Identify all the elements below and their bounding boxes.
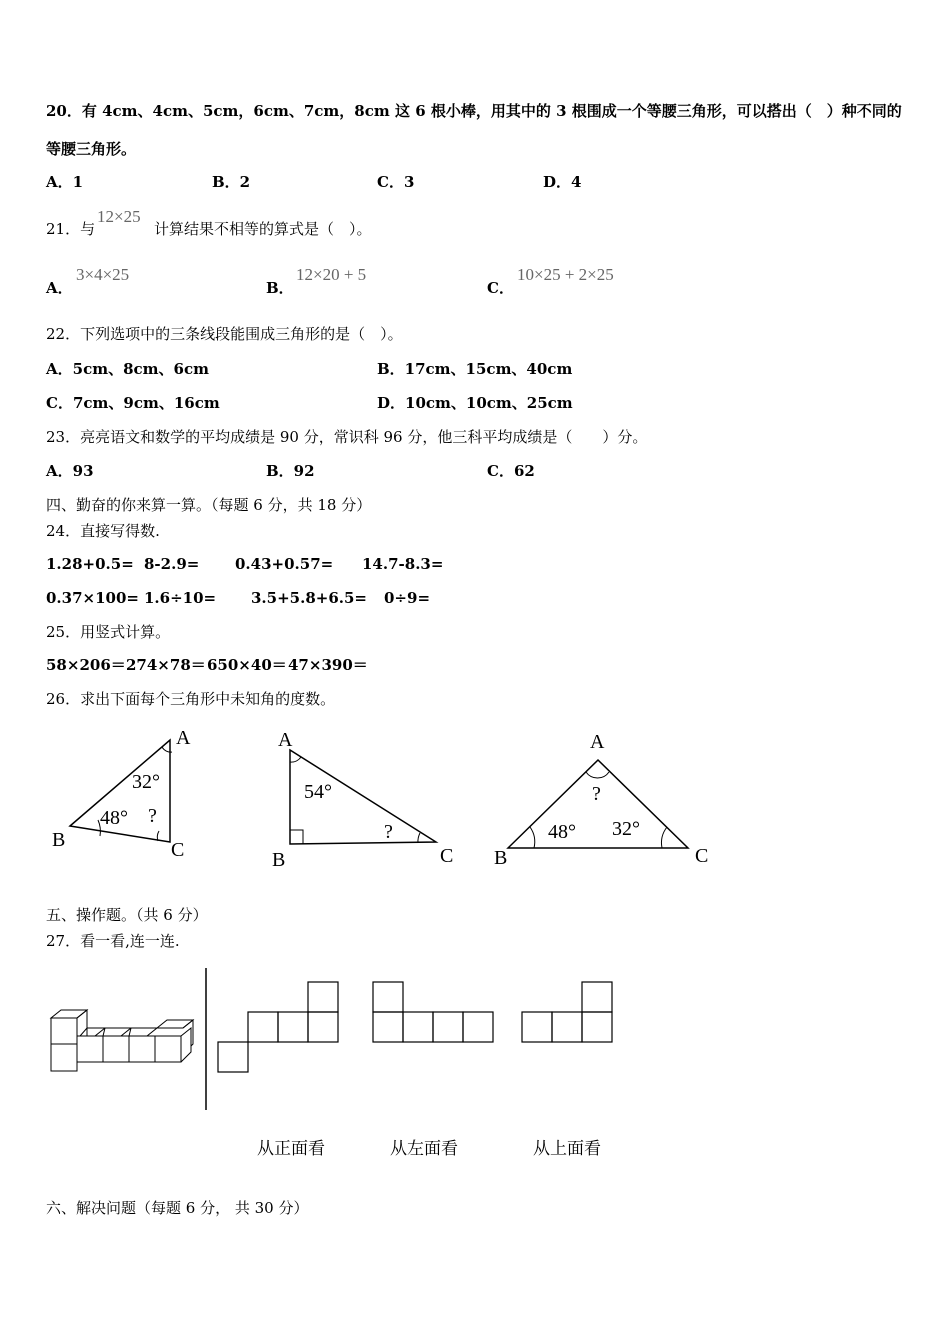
triangle-3: [494, 731, 708, 869]
q22-option-c: C．7cm、9cm、16cm: [46, 394, 220, 412]
view-caption-front: 从正面看: [257, 1139, 325, 1159]
q24-row2-item1: 0.37×100=: [46, 589, 139, 607]
q21-option-b-expr: 12×20 + 5: [296, 265, 367, 284]
q23-stem: 23．亮亮语文和数学的平均成绩是 90 分，常识科 96 分，他三科平均成绩是（ ）分。: [46, 428, 648, 446]
section4-title: 四、勤奋的你来算一算。（每题 6 分，共 18 分）: [46, 496, 372, 514]
q25-item2: 274×78＝: [126, 656, 206, 674]
t3-label-a: A: [590, 731, 605, 753]
q25-stem: 25．用竖式计算。: [46, 623, 171, 641]
q23-option-a: A．93: [46, 462, 94, 480]
q23-option-c: C．62: [487, 462, 535, 480]
q20-option-d: D．4: [543, 173, 582, 191]
q21-suffix: 计算结果不相等的算式是（ ）。: [154, 220, 372, 238]
q22-option-d: D．10cm、10cm、25cm: [377, 394, 573, 412]
q25-item4: 47×390＝: [288, 656, 368, 674]
q27-stem: 27．看一看,连一连.: [46, 932, 180, 950]
view-shape-1: [218, 982, 338, 1072]
q21-option-c-expr: 10×25 + 2×25: [517, 265, 614, 284]
q25-item3: 650×40＝: [207, 656, 287, 674]
t2-unknown: ?: [384, 821, 393, 843]
triangle-2: [272, 729, 453, 871]
t3-unknown: ?: [592, 783, 601, 805]
view-shape-2: [373, 982, 493, 1042]
t1-label-b: B: [52, 829, 66, 851]
section6-title: 六、解决问题（每题 6 分， 共 30 分）: [46, 1199, 309, 1217]
q24-row2-item2: 1.6÷10=: [144, 589, 217, 607]
q23-option-b: B．92: [266, 462, 315, 480]
view-shape-3: [522, 982, 612, 1042]
q24-row1-item2: 8-2.9=: [144, 555, 200, 573]
t1-angle-left: 48°: [100, 807, 128, 829]
q24-row1-item3: 0.43+0.57=: [235, 555, 334, 573]
q20-option-a: A．1: [46, 173, 84, 191]
q22-stem: 22．下列选项中的三条线段能围成三角形的是（ ）。: [46, 325, 403, 343]
q24-row1-item4: 14.7-8.3=: [362, 555, 444, 573]
t2-label-b: B: [272, 849, 286, 871]
q21-option-a-label: A．: [46, 279, 73, 297]
cube-solid: [51, 1010, 193, 1071]
q22-option-a: A．5cm、8cm、6cm: [46, 360, 209, 378]
q25-item1: 58×206＝: [46, 656, 126, 674]
q20-option-b: B．2: [212, 173, 251, 191]
q24-row1-item1: 1.28+0.5=: [46, 555, 134, 573]
t3-angle-right: 32°: [612, 818, 640, 840]
q24-row2-item3: 3.5+5.8+6.5=: [251, 589, 367, 607]
q24-row2-item4: 0÷9=: [384, 589, 431, 607]
t1-angle-top: 32°: [132, 771, 160, 793]
view-caption-left: 从左面看: [390, 1139, 458, 1159]
t3-angle-left: 48°: [548, 821, 576, 843]
q27-views-figure: [40, 962, 630, 1114]
section5-title: 五、操作题。（共 6 分）: [46, 906, 208, 924]
t1-unknown: ?: [148, 805, 157, 827]
q21-option-c-label: C．: [487, 279, 514, 297]
q20-stem-line2: 等腰三角形。: [46, 140, 137, 158]
t1-label-c: C: [171, 839, 185, 861]
t3-label-b: B: [494, 847, 508, 869]
q21-expression: 12×25: [97, 207, 141, 226]
triangle-1: [52, 727, 191, 861]
t2-label-a: A: [278, 729, 293, 751]
q21-option-a-expr: 3×4×25: [76, 265, 130, 284]
q20-stem-line1: 20．有 4cm、4cm、5cm，6cm、7cm，8cm 这 6 根小棒，用其中的 3 根围成一个等腰三角形，可以搭出（ ）种不同的: [46, 102, 902, 120]
q24-stem: 24．直接写得数.: [46, 522, 160, 540]
t3-label-c: C: [695, 845, 709, 867]
q26-stem: 26．求出下面每个三角形中未知角的度数。: [46, 690, 336, 708]
q26-triangles-figure: [40, 722, 730, 882]
t2-label-c: C: [440, 845, 454, 867]
q22-option-b: B．17cm、15cm、40cm: [377, 360, 573, 378]
t1-label-a: A: [176, 727, 191, 749]
view-caption-top: 从上面看: [533, 1139, 601, 1159]
q20-option-c: C．3: [377, 173, 415, 191]
t2-angle-top: 54°: [304, 781, 332, 803]
q21-prefix: 21．与: [46, 220, 96, 238]
q21-option-b-label: B．: [266, 279, 294, 297]
